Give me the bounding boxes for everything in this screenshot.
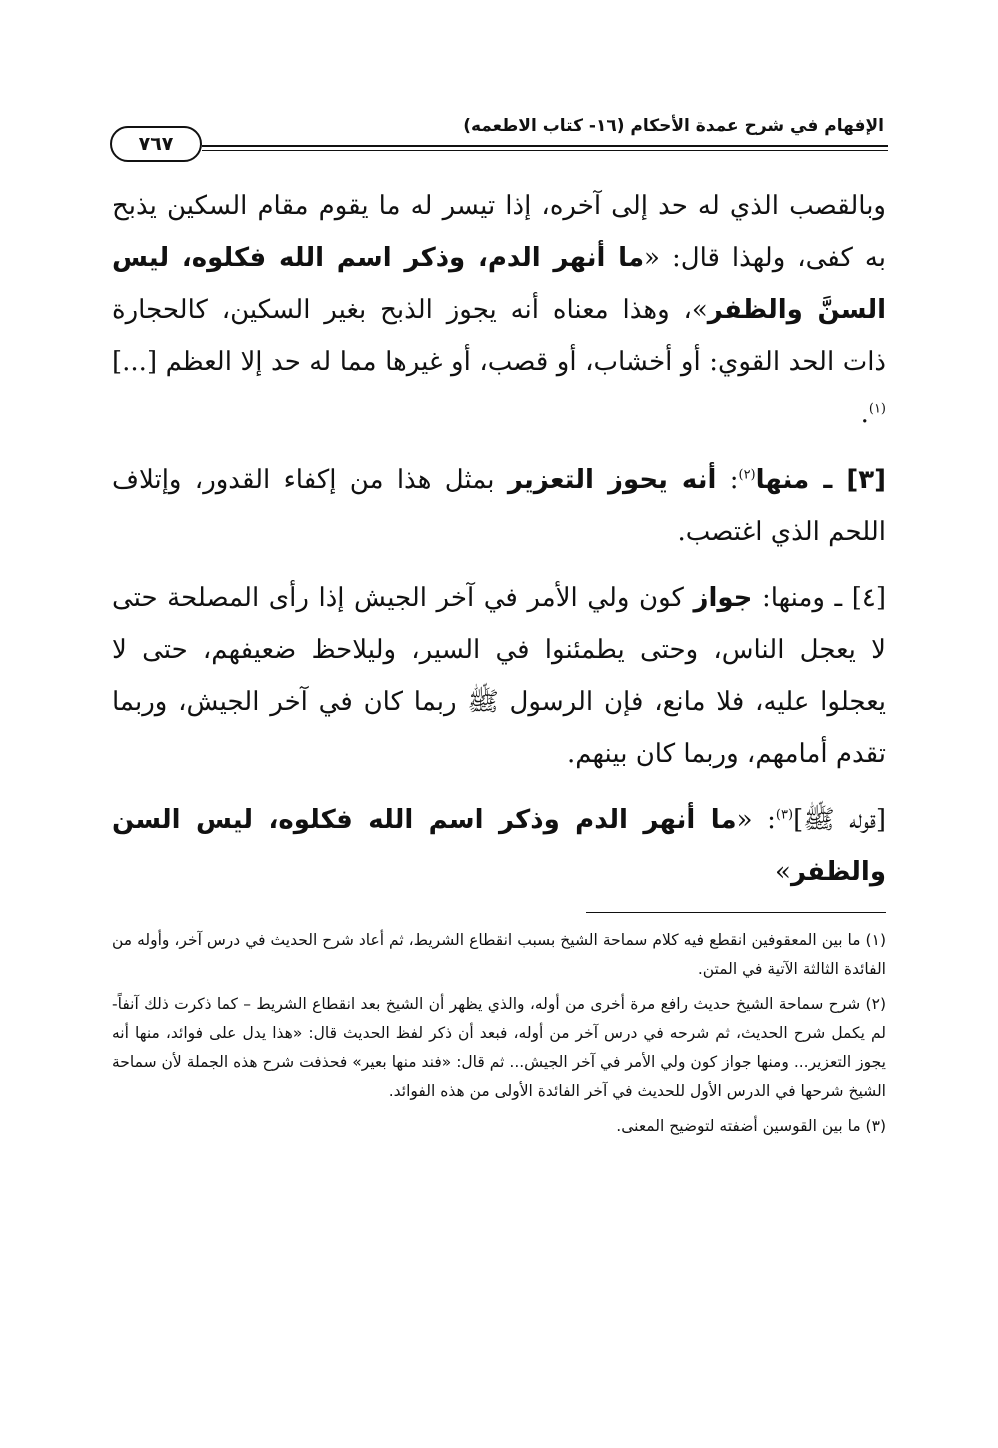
hadith-quote-2: ما أنهر الدم وذكر اسم الله فكلوه، ليس السن والظفر [112, 805, 886, 887]
p1-end: . [860, 399, 869, 429]
benefit-4-label: [٤] ـ ومنها: [752, 583, 886, 613]
p1-text-c: »، وهذا معناه أنه يجوز الذبح بغير السكين، كالحجارة ذات الحد القوي: أو أخشاب، أو قصب، أو غيرها مما له حد إلا العظم [...] [112, 295, 886, 377]
benefit-3-label: [٣] ـ منها [755, 465, 887, 495]
hadith-quote: ما أنهر الدم، وذكر اسم الله فكلوه، ليس السنَّ والظفر [112, 243, 886, 325]
footnote-ref-3: (٣) [775, 807, 794, 823]
p4-close: » [775, 857, 791, 887]
footnote-ref-2: (٢) [738, 467, 756, 483]
main-text [112, 180, 886, 898]
footnote-1: (١) ما بين المعقوفين انقطع فيه كلام سماحة الشيخ بسبب انقطاع الشريط، ثم أعاد شرح الحديث في درس آخر، وأوله من الفائدة الثالثة الآتية في المتن. [112, 931, 886, 978]
p4-prefix: [قوله ﷺ] [793, 805, 886, 835]
p1-text-a: وبالقصب الذي له حد إلى آخره، إذا تيسر له ما يقوم مقام السكين يذبح به كفى، ولهذا قال: « [112, 191, 886, 273]
footnotes [112, 926, 886, 1147]
header-rule [202, 145, 888, 151]
footnote-3: (٣) ما بين القوسين أضفته لتوضيح المعنى. [616, 1117, 886, 1135]
paragraph-3 [112, 572, 886, 780]
footnote-rule [586, 912, 886, 913]
paragraph-2 [112, 454, 886, 558]
footnote-2: (٢) شرح سماحة الشيخ حديث رافع مرة أخرى من أوله، والذي يظهر أن الشيخ بعد انقطاع الشريط – كما ذكرت ذلك آنفاً- لم يكمل شرح الحديث، ثم شرحه في درس آخر من أوله، فبعد أن ذكر لفظ الحديث قال: «هذا يدل على فوائد، منها أنه يجوز التعزير... ومنها جواز كون ولي الأمر في آخر الجيش... ثم قال: «فند منها بعير» فحذفت شرح هذه الجملة لأن سماحة الشيخ شرحها في الدرس الأول للحديث في آخر الفائدة الأولى من هذه الفوائد. [112, 995, 886, 1100]
p2-text: بمثل هذا من إكفاء القدور، وإتلاف اللحم الذي اغتصب. [112, 465, 886, 547]
benefit-3-heading: أنه يحوز التعزير [507, 465, 717, 495]
page-number: ٧٦٧ [110, 126, 202, 162]
p3-text: كون ولي الأمر في آخر الجيش إذا رأى المصلحة حتى لا يعجل الناس، وحتى يطمئنوا في السير، وليلاحظ ضعيفهم، حتى لا يعجلوا عليه، فلا مانع، فإن الرسول ﷺ ربما كان في آخر الجيش، وربما تقدم أمامهم، وربما كان بينهم. [112, 583, 886, 769]
p2-colon: : [716, 465, 739, 495]
paragraph-1 [112, 180, 886, 440]
footnote-ref-1: (١) [868, 401, 886, 417]
paragraph-4 [112, 794, 886, 898]
benefit-4-heading: جواز [693, 583, 753, 613]
page-header [110, 112, 888, 162]
running-title: الإفهام في شرح عمدة الأحكام (١٦- كتاب الاطعمه) [463, 116, 884, 136]
p4-colon: : « [736, 805, 776, 835]
